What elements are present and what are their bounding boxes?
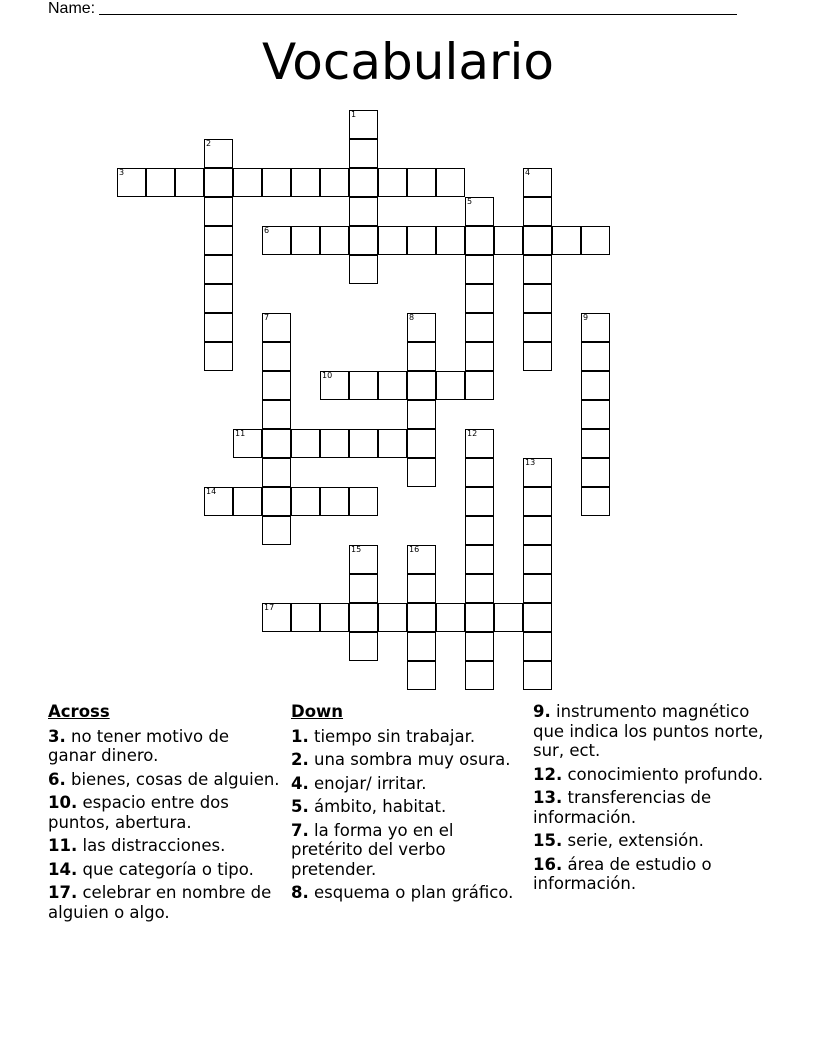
grid-cell[interactable] (291, 487, 320, 516)
clue-text: esquema o plan gráfico. (308, 883, 514, 902)
grid-cell[interactable] (407, 313, 436, 342)
grid-cell[interactable] (523, 661, 552, 690)
grid-cell[interactable] (581, 226, 610, 255)
grid-cell[interactable] (320, 168, 349, 197)
grid-cell[interactable] (175, 168, 204, 197)
cell-number: 16 (409, 545, 420, 554)
grid-cell[interactable] (204, 255, 233, 284)
cell-number: 3 (119, 168, 125, 177)
grid-cell[interactable] (378, 429, 407, 458)
clue-number: 10. (48, 793, 78, 812)
cell-number: 13 (525, 458, 536, 467)
cell-number: 8 (409, 313, 415, 322)
grid-cell[interactable] (320, 371, 349, 400)
grid-cell[interactable] (291, 168, 320, 197)
grid-cell[interactable] (523, 168, 552, 197)
grid-cell[interactable] (262, 313, 291, 342)
grid-cell[interactable] (523, 226, 552, 255)
grid-cell[interactable] (349, 226, 378, 255)
clue-number: 11. (48, 836, 78, 855)
grid-cell[interactable] (407, 574, 436, 603)
clue-number: 6. (48, 769, 66, 789)
grid-cell[interactable] (233, 168, 262, 197)
clue-text: conocimiento profundo. (562, 764, 764, 784)
grid-cell[interactable] (320, 226, 349, 255)
grid-cell[interactable] (407, 458, 436, 487)
clue-item (291, 883, 523, 903)
grid-cell[interactable] (320, 487, 349, 516)
grid-cell[interactable] (320, 603, 349, 632)
grid-cell[interactable] (523, 545, 552, 574)
grid-cell[interactable] (436, 603, 465, 632)
grid-cell[interactable] (523, 197, 552, 226)
clue-item (533, 788, 773, 827)
clue-number: 8. (291, 883, 309, 902)
clue-number: 15. (533, 831, 563, 850)
grid-cell[interactable] (291, 226, 320, 255)
grid-cell[interactable] (581, 342, 610, 371)
clue-number: 5. (291, 797, 309, 816)
grid-cell[interactable] (465, 487, 494, 516)
grid-cell[interactable] (407, 168, 436, 197)
clue-number: 17. (48, 883, 78, 902)
grid-cell[interactable] (349, 545, 378, 574)
grid-cell[interactable] (378, 226, 407, 255)
grid-cell[interactable] (262, 487, 291, 516)
down-clues (291, 702, 523, 907)
grid-cell[interactable] (378, 168, 407, 197)
grid-cell[interactable] (204, 487, 233, 516)
across-clues (48, 702, 280, 926)
grid-cell[interactable] (233, 429, 262, 458)
cell-number: 9 (583, 313, 589, 322)
clue-item (291, 821, 523, 880)
cell-number: 7 (264, 313, 270, 322)
clue-number: 4. (291, 773, 309, 793)
grid-cell[interactable] (581, 458, 610, 487)
clue-item (533, 702, 773, 761)
grid-cell[interactable] (349, 371, 378, 400)
grid-cell[interactable] (262, 458, 291, 487)
clue-item (533, 765, 773, 785)
grid-cell[interactable] (465, 371, 494, 400)
clue-number: 3. (48, 726, 66, 746)
clue-text: una sombra muy osura. (308, 750, 511, 769)
grid-cell[interactable] (146, 168, 175, 197)
clue-text: la forma yo en el pretérito del verbo pretender. (291, 820, 454, 879)
grid-cell[interactable] (523, 516, 552, 545)
grid-cell[interactable] (465, 661, 494, 690)
across-heading: Across (48, 702, 110, 721)
down-heading: Down (291, 702, 344, 721)
clue-text: que categoría o tipo. (77, 859, 254, 879)
grid-cell[interactable] (291, 603, 320, 632)
grid-cell[interactable] (349, 197, 378, 226)
clue-item (291, 797, 523, 817)
grid-cell[interactable] (407, 661, 436, 690)
grid-cell[interactable] (581, 313, 610, 342)
grid-cell[interactable] (291, 429, 320, 458)
grid-cell[interactable] (523, 313, 552, 342)
grid-cell[interactable] (407, 603, 436, 632)
clue-number: 14. (48, 859, 78, 879)
grid-cell[interactable] (465, 226, 494, 255)
grid-cell[interactable] (465, 255, 494, 284)
cell-number: 1 (351, 110, 357, 119)
grid-cell[interactable] (407, 429, 436, 458)
cell-number: 12 (467, 429, 478, 438)
grid-cell[interactable] (378, 603, 407, 632)
grid-cell[interactable] (407, 545, 436, 574)
grid-cell[interactable] (378, 371, 407, 400)
grid-cell[interactable] (349, 574, 378, 603)
grid-cell[interactable] (407, 632, 436, 661)
grid-cell[interactable] (262, 168, 291, 197)
grid-cell[interactable] (349, 632, 378, 661)
grid-cell[interactable] (117, 168, 146, 197)
grid-cell[interactable] (465, 342, 494, 371)
grid-cell[interactable] (465, 545, 494, 574)
grid-cell[interactable] (523, 632, 552, 661)
grid-cell[interactable] (349, 255, 378, 284)
grid-cell[interactable] (523, 255, 552, 284)
clue-number: 13. (533, 788, 563, 807)
clue-item (48, 883, 280, 922)
grid-cell[interactable] (465, 197, 494, 226)
grid-cell[interactable] (581, 400, 610, 429)
grid-cell[interactable] (523, 458, 552, 487)
grid-cell[interactable] (262, 371, 291, 400)
grid-cell[interactable] (465, 516, 494, 545)
grid-cell[interactable] (436, 168, 465, 197)
clue-number: 16. (533, 854, 563, 874)
cell-number: 15 (351, 545, 362, 554)
clue-text: las distracciones. (77, 836, 226, 855)
down-clues-continued (533, 702, 773, 898)
grid-cell[interactable] (204, 139, 233, 168)
clue-text: serie, extensión. (562, 831, 704, 850)
clue-item (48, 770, 280, 790)
grid-cell[interactable] (349, 429, 378, 458)
clue-text: no tener motivo de ganar dinero. (48, 726, 230, 765)
clue-text: transferencias de información. (533, 788, 712, 827)
grid-cell[interactable] (204, 342, 233, 371)
clue-number: 12. (533, 764, 563, 784)
clue-item (48, 727, 280, 766)
grid-cell[interactable] (523, 603, 552, 632)
cell-number: 5 (467, 197, 473, 206)
clue-text: espacio entre dos puntos, abertura. (48, 793, 229, 832)
grid-cell[interactable] (320, 429, 349, 458)
clue-text: celebrar en nombre de alguien o algo. (48, 883, 272, 922)
clue-number: 9. (533, 702, 551, 721)
grid-cell[interactable] (407, 342, 436, 371)
grid-cell[interactable] (465, 313, 494, 342)
grid-cell[interactable] (581, 487, 610, 516)
grid-cell[interactable] (523, 284, 552, 313)
grid-cell[interactable] (407, 400, 436, 429)
clue-item (291, 774, 523, 794)
grid-cell[interactable] (407, 371, 436, 400)
name-label: Name: (48, 0, 96, 17)
grid-cell[interactable] (262, 429, 291, 458)
grid-cell[interactable] (581, 371, 610, 400)
grid-cell[interactable] (523, 574, 552, 603)
grid-cell[interactable] (349, 168, 378, 197)
grid-cell[interactable] (204, 313, 233, 342)
grid-cell[interactable] (523, 342, 552, 371)
cell-number: 17 (264, 603, 275, 612)
clue-number: 1. (291, 726, 309, 746)
grid-cell[interactable] (204, 197, 233, 226)
cell-number: 6 (264, 226, 270, 235)
grid-cell[interactable] (204, 226, 233, 255)
grid-cell[interactable] (552, 226, 581, 255)
page-title: Vocabulario (261, 33, 555, 91)
clue-item (291, 750, 523, 770)
grid-cell[interactable] (262, 603, 291, 632)
clue-item (48, 793, 280, 832)
grid-cell[interactable] (349, 139, 378, 168)
grid-cell[interactable] (262, 226, 291, 255)
grid-cell[interactable] (349, 603, 378, 632)
grid-cell[interactable] (523, 487, 552, 516)
grid-cell[interactable] (204, 168, 233, 197)
clue-text: ámbito, habitat. (308, 797, 447, 816)
grid-cell[interactable] (581, 429, 610, 458)
grid-cell[interactable] (262, 400, 291, 429)
cell-number: 11 (235, 429, 246, 438)
clue-item (48, 836, 280, 856)
clue-number: 2. (291, 750, 309, 769)
clue-item (533, 831, 773, 851)
grid-cell[interactable] (494, 226, 523, 255)
grid-cell[interactable] (233, 487, 262, 516)
grid-cell[interactable] (407, 226, 436, 255)
clue-item (291, 727, 523, 747)
clue-text: instrumento magnético que indica los puntos norte, sur, ect. (533, 702, 764, 760)
grid-cell[interactable] (465, 429, 494, 458)
grid-cell[interactable] (349, 110, 378, 139)
cell-number: 4 (525, 168, 531, 177)
grid-cell[interactable] (465, 603, 494, 632)
grid-cell[interactable] (262, 516, 291, 545)
clue-number: 7. (291, 820, 309, 840)
cell-number: 2 (206, 139, 212, 148)
clue-text: tiempo sin trabajar. (308, 726, 476, 746)
clue-text: bienes, cosas de alguien. (65, 769, 280, 789)
clue-item (48, 860, 280, 880)
grid-cell[interactable] (465, 632, 494, 661)
grid-cell[interactable] (204, 284, 233, 313)
grid-cell[interactable] (436, 371, 465, 400)
grid-cell[interactable] (436, 226, 465, 255)
grid-cell[interactable] (262, 342, 291, 371)
grid-cell[interactable] (494, 603, 523, 632)
clue-text: área de estudio o información. (533, 854, 712, 893)
clue-text: enojar/ irritar. (308, 773, 427, 793)
grid-cell[interactable] (465, 574, 494, 603)
grid-cell[interactable] (465, 458, 494, 487)
cell-number: 10 (322, 371, 333, 380)
grid-cell[interactable] (465, 284, 494, 313)
cell-number: 14 (206, 487, 217, 496)
grid-cell[interactable] (349, 487, 378, 516)
clue-item (533, 855, 773, 894)
